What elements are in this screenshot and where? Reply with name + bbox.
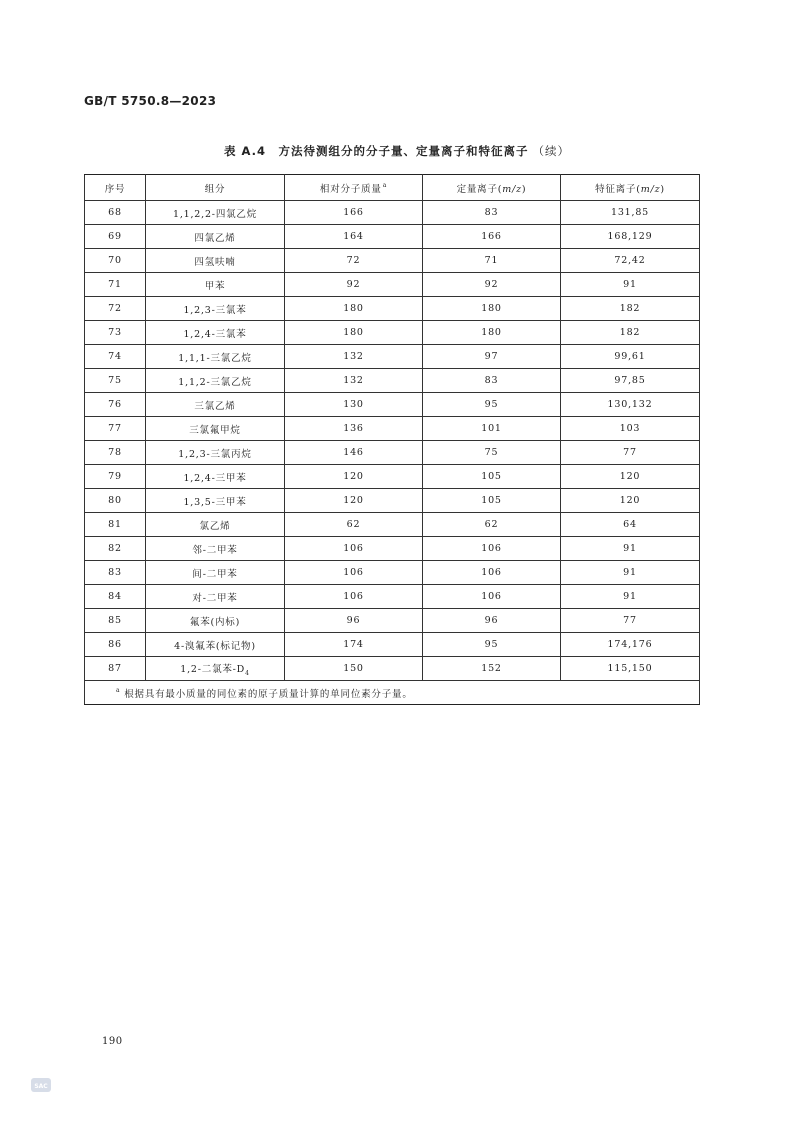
- cell-mw: [285, 657, 423, 681]
- table-row: [85, 537, 700, 561]
- cell-mw: [285, 201, 423, 225]
- cell-seq-text: 81: [108, 519, 122, 530]
- cell-seq-text: 77: [108, 423, 122, 434]
- cell-mw-text: 130: [343, 399, 364, 410]
- cell-component-text: 三氯乙烯: [194, 400, 236, 412]
- cell-char-ion: [561, 609, 700, 633]
- cell-char-ion-text: 115,150: [607, 663, 653, 674]
- cell-mw-text: 72: [346, 255, 361, 266]
- cell-quant-ion-text: 83: [484, 207, 499, 218]
- cell-quant-ion: [423, 417, 561, 441]
- cell-seq: [85, 321, 146, 345]
- cell-char-ion-text: 91: [623, 543, 637, 554]
- cell-component: [146, 417, 285, 441]
- cell-seq-text: 71: [108, 279, 122, 290]
- cell-seq-text: 80: [108, 495, 122, 506]
- cell-mw: [285, 441, 423, 465]
- header-char-mz: m/z: [640, 183, 661, 195]
- standard-code: GB/T 5750.8—2023: [84, 94, 217, 108]
- cell-quant-ion: [423, 249, 561, 273]
- cell-component-text: 氟苯(内标): [189, 616, 241, 628]
- cell-char-ion: [561, 225, 700, 249]
- table-header-row: [85, 175, 700, 201]
- cell-component-text: 1,1,2,2-四氯乙烷: [172, 208, 258, 220]
- cell-quant-ion: [423, 609, 561, 633]
- header-mw-label: 相对分子质量: [319, 183, 382, 195]
- table-row: [85, 201, 700, 225]
- table-row: [85, 513, 700, 537]
- table-row: [85, 585, 700, 609]
- cell-char-ion-text: 97,85: [614, 375, 646, 386]
- header-quant-ion: [423, 175, 561, 201]
- cell-mw: [285, 297, 423, 321]
- cell-component: [146, 633, 285, 657]
- cell-char-ion-text: 64: [623, 519, 637, 530]
- cell-char-ion-text: 72,42: [614, 255, 646, 266]
- cell-seq: [85, 225, 146, 249]
- cell-char-ion: [561, 417, 700, 441]
- cell-quant-ion: [423, 345, 561, 369]
- cell-mw: [285, 585, 423, 609]
- table-row: [85, 465, 700, 489]
- cell-mw-text: 150: [343, 663, 364, 674]
- cell-mw-text: 96: [346, 615, 361, 626]
- cell-quant-ion-text: 180: [481, 303, 502, 314]
- cell-seq-text: 84: [108, 591, 122, 602]
- cell-mw: [285, 489, 423, 513]
- table-row: [85, 249, 700, 273]
- header-char-end: ): [660, 183, 665, 195]
- cell-quant-ion-text: 97: [484, 351, 499, 362]
- cell-quant-ion-text: 62: [484, 519, 499, 530]
- cell-component: [146, 393, 285, 417]
- cell-char-ion: [561, 441, 700, 465]
- cell-mw-text: 166: [343, 207, 364, 218]
- cell-quant-ion: [423, 273, 561, 297]
- cell-component-text: 四氯乙烯: [194, 232, 236, 244]
- cell-seq: [85, 345, 146, 369]
- cell-quant-ion-text: 75: [484, 447, 499, 458]
- header-mw: [285, 175, 423, 201]
- cell-char-ion-text: 182: [619, 327, 641, 338]
- cell-component-text: 1,2,3-三氯苯: [183, 304, 247, 316]
- table-row: [85, 345, 700, 369]
- cell-seq: [85, 513, 146, 537]
- cell-mw: [285, 345, 423, 369]
- cell-seq: [85, 585, 146, 609]
- header-mw-note: a: [382, 182, 388, 190]
- cell-component-text: 间-二甲苯: [192, 568, 238, 580]
- cell-seq-text: 69: [108, 231, 122, 242]
- cell-seq: [85, 297, 146, 321]
- cell-quant-ion-text: 105: [481, 471, 502, 482]
- cell-component: [146, 321, 285, 345]
- table-row: [85, 225, 700, 249]
- header-char-label: 特征离子(: [595, 183, 641, 195]
- cell-seq: [85, 465, 146, 489]
- cell-seq-text: 86: [108, 639, 122, 650]
- cell-mw: [285, 249, 423, 273]
- cell-component-text: 1,1,1-三氯乙烷: [178, 352, 252, 364]
- cell-char-ion: [561, 585, 700, 609]
- cell-quant-ion: [423, 537, 561, 561]
- cell-component-text: 1,2,4-三甲苯: [183, 472, 247, 484]
- table-row: [85, 609, 700, 633]
- cell-quant-ion-text: 96: [484, 615, 499, 626]
- cell-mw: [285, 513, 423, 537]
- cell-char-ion: [561, 537, 700, 561]
- cell-char-ion-text: 120: [619, 471, 641, 482]
- cell-component: [146, 273, 285, 297]
- cell-component: [146, 201, 285, 225]
- table-row: [85, 561, 700, 585]
- cell-seq-text: 82: [108, 543, 122, 554]
- cell-seq-text: 85: [108, 615, 122, 626]
- cell-seq-text: 73: [108, 327, 122, 338]
- cell-char-ion: [561, 513, 700, 537]
- cell-quant-ion: [423, 225, 561, 249]
- cell-mw-text: 146: [343, 447, 364, 458]
- cell-component-text: 1,1,2-三氯乙烷: [178, 376, 252, 388]
- cell-seq: [85, 273, 146, 297]
- table-title-continued: （续）: [532, 144, 570, 158]
- cell-char-ion: [561, 561, 700, 585]
- cell-component: [146, 513, 285, 537]
- cell-char-ion: [561, 465, 700, 489]
- footnote-mark: a: [116, 687, 121, 695]
- cell-component: [146, 345, 285, 369]
- cell-mw-text: 164: [343, 231, 364, 242]
- cell-component: [146, 609, 285, 633]
- cell-mw-text: 132: [343, 351, 364, 362]
- cell-component-text: 三氯氟甲烷: [189, 424, 241, 436]
- cell-seq-text: 72: [108, 303, 122, 314]
- cell-component: [146, 585, 285, 609]
- footnote-row: [85, 681, 700, 705]
- footnote-text: 根据具有最小质量的同位素的原子质量计算的单同位素分子量。: [124, 688, 413, 700]
- cell-char-ion-text: 168,129: [607, 231, 653, 242]
- page-number: 190: [102, 1036, 123, 1047]
- cell-mw-text: 106: [343, 543, 364, 554]
- cell-mw-text: 136: [343, 423, 364, 434]
- table-row: [85, 393, 700, 417]
- table-body: [85, 201, 700, 705]
- table-row: [85, 489, 700, 513]
- cell-seq: [85, 441, 146, 465]
- cell-seq-text: 76: [108, 399, 122, 410]
- cell-char-ion: [561, 393, 700, 417]
- table-row: [85, 369, 700, 393]
- cell-quant-ion: [423, 489, 561, 513]
- header-quant-label: 定量离子(: [456, 183, 503, 195]
- cell-quant-ion: [423, 561, 561, 585]
- cell-seq-text: 75: [108, 375, 122, 386]
- cell-char-ion-text: 120: [619, 495, 641, 506]
- cell-component-text: 邻-二甲苯: [192, 544, 238, 556]
- header-component: 组分: [146, 175, 285, 201]
- cell-component: [146, 297, 285, 321]
- cell-quant-ion: [423, 441, 561, 465]
- cell-component-text: 氯乙烯: [199, 520, 231, 532]
- cell-quant-ion-text: 71: [484, 255, 499, 266]
- cell-quant-ion: [423, 657, 561, 681]
- cell-mw: [285, 393, 423, 417]
- cell-char-ion: [561, 201, 700, 225]
- cell-quant-ion-text: 95: [484, 639, 499, 650]
- table-row: [85, 273, 700, 297]
- table-row: [85, 321, 700, 345]
- table-row: [85, 441, 700, 465]
- cell-seq: [85, 561, 146, 585]
- cell-mw: [285, 561, 423, 585]
- cell-seq: [85, 633, 146, 657]
- table-title: [0, 143, 794, 159]
- cell-char-ion-text: 99,61: [614, 351, 646, 362]
- header-seq: 序号: [85, 175, 146, 201]
- header-quant-end: ): [521, 183, 527, 195]
- cell-component-text: 1,2,4-三氯苯: [183, 328, 247, 340]
- cell-mw: [285, 633, 423, 657]
- cell-seq-text: 70: [108, 255, 122, 266]
- cell-seq: [85, 537, 146, 561]
- cell-seq: [85, 249, 146, 273]
- cell-char-ion-text: 103: [619, 423, 641, 434]
- cell-quant-ion-text: 95: [484, 399, 499, 410]
- cell-component: [146, 537, 285, 561]
- cell-quant-ion: [423, 393, 561, 417]
- cell-seq: [85, 393, 146, 417]
- cell-quant-ion-text: 152: [481, 663, 502, 674]
- cell-seq: [85, 657, 146, 681]
- cell-component-text: 对-二甲苯: [192, 592, 238, 604]
- cell-quant-ion-text: 106: [481, 543, 502, 554]
- cell-mw-text: 106: [343, 567, 364, 578]
- cell-mw: [285, 369, 423, 393]
- cell-mw-text: 180: [343, 327, 364, 338]
- cell-quant-ion: [423, 513, 561, 537]
- cell-mw-text: 132: [343, 375, 364, 386]
- cell-char-ion-text: 91: [623, 591, 637, 602]
- cell-quant-ion: [423, 369, 561, 393]
- stamp-icon: [30, 1076, 52, 1094]
- cell-quant-ion: [423, 633, 561, 657]
- cell-component: [146, 561, 285, 585]
- cell-mw: [285, 537, 423, 561]
- cell-component-text: 甲苯: [204, 280, 226, 292]
- table-row: [85, 657, 700, 681]
- cell-quant-ion: [423, 585, 561, 609]
- cell-seq: [85, 489, 146, 513]
- cell-char-ion-text: 77: [623, 615, 637, 626]
- cell-component: [146, 441, 285, 465]
- cell-quant-ion: [423, 465, 561, 489]
- cell-mw-text: 106: [343, 591, 364, 602]
- cell-char-ion-text: 91: [623, 279, 637, 290]
- header-quant-mz: m/z: [502, 183, 522, 195]
- cell-char-ion-text: 174,176: [607, 639, 653, 650]
- cell-component: [146, 489, 285, 513]
- footnote-cell: [85, 681, 700, 705]
- cell-seq-text: 87: [108, 663, 122, 674]
- cell-mw: [285, 417, 423, 441]
- cell-component: [146, 249, 285, 273]
- cell-quant-ion-text: 105: [481, 495, 502, 506]
- svg-text:SAC: SAC: [34, 1083, 48, 1090]
- cell-char-ion: [561, 249, 700, 273]
- cell-char-ion: [561, 321, 700, 345]
- cell-char-ion: [561, 633, 700, 657]
- cell-char-ion-text: 130,132: [607, 399, 653, 410]
- cell-char-ion-text: 77: [623, 447, 637, 458]
- cell-char-ion: [561, 369, 700, 393]
- cell-char-ion: [561, 657, 700, 681]
- cell-seq-text: 78: [108, 447, 122, 458]
- cell-mw-text: 180: [343, 303, 364, 314]
- cell-mw: [285, 609, 423, 633]
- cell-mw-text: 120: [343, 495, 364, 506]
- cell-component-text: 4-溴氟苯(标记物): [174, 640, 256, 652]
- cell-component: [146, 657, 285, 681]
- cell-component-subscript: 4: [245, 669, 250, 677]
- table-row: [85, 633, 700, 657]
- header-char-ion: [561, 175, 700, 201]
- cell-mw: [285, 465, 423, 489]
- cell-quant-ion: [423, 201, 561, 225]
- table-title-main: 表 A.4 方法待测组分的分子量、定量离子和特征离子: [224, 144, 529, 158]
- cell-char-ion: [561, 297, 700, 321]
- cell-quant-ion-text: 166: [481, 231, 502, 242]
- cell-quant-ion: [423, 297, 561, 321]
- cell-mw: [285, 225, 423, 249]
- cell-seq-text: 68: [108, 207, 122, 218]
- data-table: [84, 174, 700, 705]
- cell-mw-text: 62: [346, 519, 361, 530]
- cell-char-ion: [561, 273, 700, 297]
- cell-quant-ion: [423, 321, 561, 345]
- cell-seq-text: 74: [108, 351, 122, 362]
- table-row: [85, 417, 700, 441]
- cell-quant-ion-text: 92: [484, 279, 499, 290]
- cell-quant-ion-text: 106: [481, 591, 502, 602]
- cell-seq: [85, 417, 146, 441]
- cell-seq: [85, 369, 146, 393]
- cell-char-ion-text: 91: [623, 567, 637, 578]
- cell-char-ion: [561, 489, 700, 513]
- cell-char-ion: [561, 345, 700, 369]
- cell-component: [146, 225, 285, 249]
- cell-seq: [85, 609, 146, 633]
- cell-mw-text: 174: [343, 639, 364, 650]
- cell-seq-text: 83: [108, 567, 122, 578]
- cell-mw: [285, 273, 423, 297]
- cell-quant-ion-text: 180: [481, 327, 502, 338]
- cell-component: [146, 465, 285, 489]
- cell-component-text: 1,2-二氯苯-D: [180, 663, 246, 675]
- table-row: [85, 297, 700, 321]
- cell-char-ion-text: 131,85: [610, 207, 650, 218]
- cell-quant-ion-text: 83: [484, 375, 499, 386]
- cell-quant-ion-text: 101: [481, 423, 502, 434]
- cell-mw-text: 92: [346, 279, 361, 290]
- cell-quant-ion-text: 106: [481, 567, 502, 578]
- cell-component: [146, 369, 285, 393]
- cell-seq-text: 79: [108, 471, 122, 482]
- cell-seq: [85, 201, 146, 225]
- cell-component-text: 1,2,3-三氯丙烷: [178, 448, 252, 460]
- cell-mw-text: 120: [343, 471, 364, 482]
- cell-mw: [285, 321, 423, 345]
- cell-component-text: 四氢呋喃: [194, 256, 236, 268]
- cell-char-ion-text: 182: [619, 303, 641, 314]
- cell-component-text: 1,3,5-三甲苯: [183, 496, 247, 508]
